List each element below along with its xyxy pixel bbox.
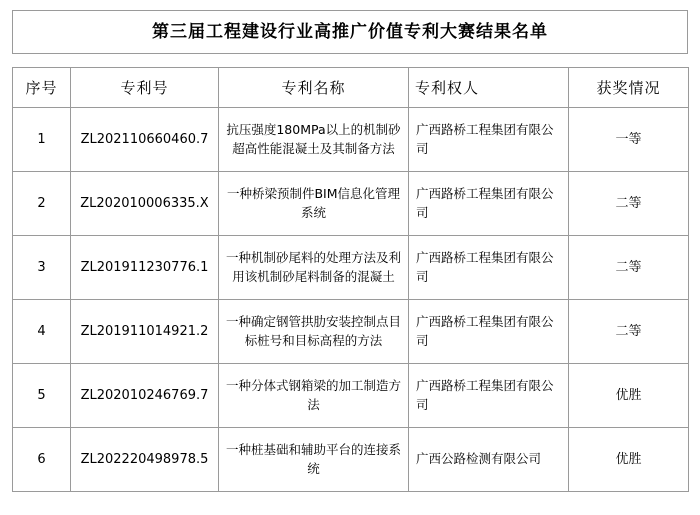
cell-owner: 广西路桥工程集团有限公司 [409,364,569,428]
cell-patent-id: ZL202220498978.5 [71,428,219,492]
cell-award: 优胜 [569,364,689,428]
cell-owner: 广西路桥工程集团有限公司 [409,300,569,364]
page-title: 第三届工程建设行业高推广价值专利大赛结果名单 [152,21,548,42]
cell-patent-id: ZL202010006335.X [71,172,219,236]
cell-award: 一等 [569,108,689,172]
table-row [13,108,689,172]
cell-owner: 广西公路检测有限公司 [409,428,569,492]
cell-patent-name: 一种分体式钢箱梁的加工制造方法 [219,364,409,428]
cell-no: 3 [13,236,71,300]
cell-no: 4 [13,300,71,364]
table-row [13,172,689,236]
cell-patent-id: ZL202110660460.7 [71,108,219,172]
column-header-patent-name: 专利名称 [219,68,409,108]
cell-patent-id: ZL201911230776.1 [71,236,219,300]
cell-patent-name: 一种桥梁预制件BIM信息化管理系统 [219,172,409,236]
table-row [13,428,689,492]
cell-patent-id: ZL202010246769.7 [71,364,219,428]
cell-award: 二等 [569,236,689,300]
cell-award: 二等 [569,300,689,364]
table-body [13,108,689,492]
cell-owner: 广西路桥工程集团有限公司 [409,236,569,300]
column-header-owner: 专利权人 [409,68,569,108]
cell-award: 二等 [569,172,689,236]
cell-patent-name: 一种确定钢管拱肋安装控制点目标桩号和目标高程的方法 [219,300,409,364]
cell-patent-id: ZL201911014921.2 [71,300,219,364]
column-header-no: 序号 [13,68,71,108]
cell-no: 5 [13,364,71,428]
cell-no: 2 [13,172,71,236]
document-title-box [12,10,688,54]
table-header-row [13,68,689,108]
cell-no: 6 [13,428,71,492]
table-row [13,300,689,364]
column-header-patent-id: 专利号 [71,68,219,108]
cell-owner: 广西路桥工程集团有限公司 [409,172,569,236]
results-table [12,67,689,492]
cell-no: 1 [13,108,71,172]
cell-patent-name: 一种机制砂尾料的处理方法及利用该机制砂尾料制备的混凝土 [219,236,409,300]
title-table-spacer [12,54,688,67]
cell-patent-name: 抗压强度180MPa以上的机制砂超高性能混凝土及其制备方法 [219,108,409,172]
column-header-award: 获奖情况 [569,68,689,108]
table-header [13,68,689,108]
cell-patent-name: 一种桩基础和辅助平台的连接系统 [219,428,409,492]
table-row [13,364,689,428]
cell-award: 优胜 [569,428,689,492]
table-row [13,236,689,300]
cell-owner: 广西路桥工程集团有限公司 [409,108,569,172]
